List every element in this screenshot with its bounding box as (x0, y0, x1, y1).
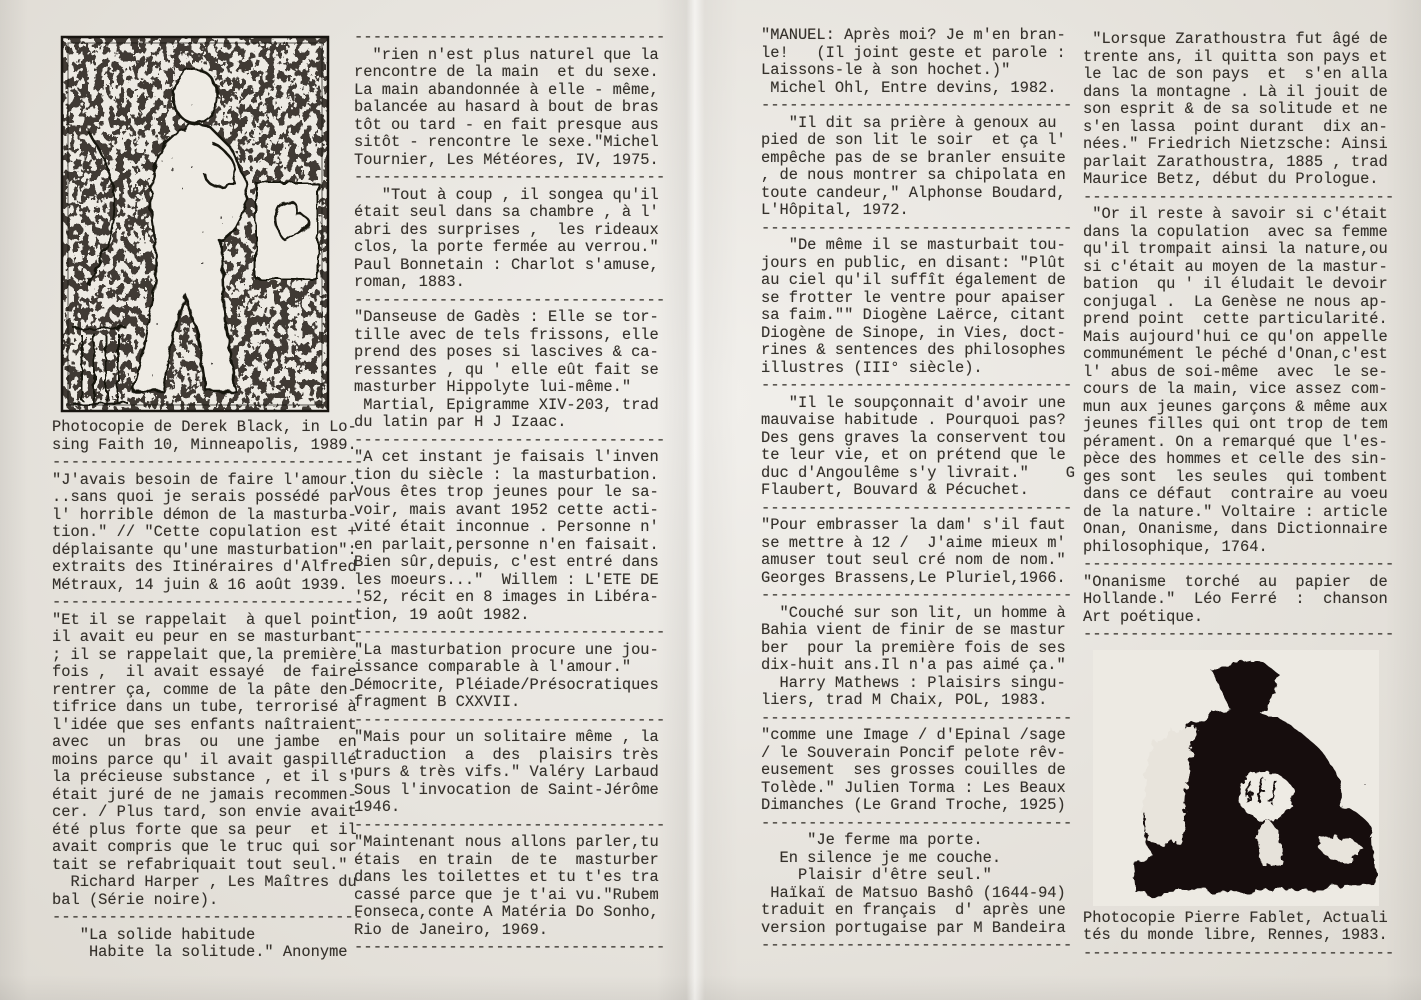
caption-line: sing Faith 10, Minneapolis, 1989. (52, 435, 357, 454)
quote-block (1083, 206, 1397, 556)
quote-block (52, 472, 356, 595)
quote-line: te leur vie, et on prétend que le (761, 446, 1066, 464)
quote-line: jours en public, en disant: "Plût (761, 253, 1066, 272)
quote-line: prend point cette particularité. (1083, 310, 1388, 328)
quote-line: ; il se rappelait que,la première (52, 645, 357, 664)
quote-line: Flaubert, Bouvard & Pécuchet. (761, 481, 1029, 499)
quote-line: le! (Il joint geste et parole : (761, 43, 1066, 62)
quote-line: "Il le soupçonnait d'avoir une (761, 393, 1066, 412)
quote-line: traduction a des plaisirs très (354, 745, 659, 764)
quote-line: pied de son lit le soir et ça l' (761, 131, 1066, 149)
quote-line: il avait eu peur en se masturbant (52, 628, 357, 646)
quote-line: clos, la porte fermée au verrou." (354, 238, 659, 256)
quote-line: "Et il se rappelait à quel point (52, 610, 357, 629)
quote-line: voir, mais avant 1952 cette acti- (354, 500, 659, 519)
quote-line: Habite la solitude." Anonyme (52, 943, 348, 961)
quote-line: conjugal . La Genèse ne nous ap- (1083, 292, 1388, 311)
quote-line: en parlait,personne n'en faisait. (354, 535, 659, 554)
separator: --------------------------------- (52, 908, 364, 926)
quote-line: jeunes filles qui ont trop de tem (1083, 415, 1388, 433)
quote-line: "J'avais besoin de faire l'amour. (52, 470, 357, 489)
photocopy-seated-figure-image (1093, 650, 1379, 906)
quote-line: Diogène de Sinope, in Vies, doct- (761, 323, 1066, 342)
quote-line: déplaisante qu'une masturbation": (52, 540, 357, 559)
separator: --------------------------------- (52, 453, 364, 471)
quote-line: ressantes , qu ' elle eût fait se (354, 360, 659, 379)
quote-line: Art poétique. (1083, 607, 1204, 626)
separator: --------------------------------- (1083, 943, 1395, 962)
quote-line: avait compris que le truc qui sor (52, 838, 357, 856)
quote-line: dans la montagne . Là il jouit de (1083, 82, 1388, 101)
quote-line: s'en lassa point durant dix an- (1083, 117, 1388, 136)
quote-line: "La solide habitude (52, 925, 256, 944)
quote-block (761, 517, 1075, 587)
quote-block (52, 612, 356, 910)
quote-line: liers, trad M Chaix, POL, 1983. (761, 691, 1048, 709)
separator: --------------------------------- (1083, 187, 1395, 206)
quote-line: Démocrite, Pléiade/Présocratiques (354, 675, 659, 694)
quote-line: ges sont les seules qui tombent (1083, 467, 1388, 486)
quote-line: rencontre de la main et du sexe. (354, 63, 659, 81)
quote-line: tifrice dans un tube, terrorisé à (52, 698, 357, 716)
quote-line: Richard Harper , Les Maîtres du (52, 873, 357, 891)
quote-line: Maurice Betz, début du Prologue. (1083, 170, 1379, 188)
separator: --------------------------------- (1083, 625, 1395, 643)
quote-line: "La masturbation procure une jou- (354, 640, 659, 659)
quote-line: tille avec de tels frissons, elle (354, 325, 659, 344)
quote-line: cassé parce que je t'ai vu."Rubem (354, 885, 659, 904)
separator: --------------------------------- (761, 376, 1073, 394)
quote-line: nées." Friedrich Nietzsche: Ainsi (1083, 135, 1388, 153)
quote-line: roman, 1883. (354, 273, 465, 291)
quote-line: "A cet instant je faisais l'inven (354, 448, 659, 466)
quote-line: son esprit & de sa solitude et ne (1083, 100, 1388, 118)
quote-line: bation qu ' il éludait le devoir (1083, 275, 1388, 293)
quote-line: tion." // "Cette copulation est + (52, 523, 357, 541)
quote-line: se frotter le ventre pour apaiser (761, 288, 1066, 307)
quote-line: "Pour embrasser la dam' s'il faut (761, 516, 1066, 534)
quote-line: tait se refabriquait tout seul." (52, 855, 348, 874)
quote-block (761, 832, 1075, 937)
separator: --------------------------------- (354, 938, 666, 956)
quote-line: Bahia vient de finir de se mastur (761, 621, 1066, 639)
quote-line: Rio de Janeiro, 1969. (354, 920, 548, 939)
quote-line: abri des surprises , les rideaux (354, 220, 659, 239)
quote-line: amuser tout seul cré nom de nom." (761, 551, 1066, 569)
separator: --------------------------------- (761, 586, 1073, 604)
quote-line: l' horrible démon de la masturba- (52, 505, 357, 524)
quote-line: Des gens graves la conservent tou (761, 428, 1066, 447)
quote-block (1083, 574, 1397, 627)
quote-line: la précieuse substance , et il s' (52, 768, 357, 786)
quote-line: toute candeur," Alphonse Boudard, (761, 183, 1066, 202)
quote-block (354, 187, 668, 292)
quote-line: mauvaise habitude . Pourquoi pas? (761, 411, 1066, 429)
quote-line: Paul Bonnetain : Charlot s'amuse, (354, 255, 659, 274)
quote-line: se mettre à 12 / J'aime mieux m' (761, 533, 1066, 552)
quote-line: eusement ses grosses couilles de (761, 761, 1066, 779)
quote-block (354, 449, 668, 624)
separator: --------------------------------- (354, 290, 666, 309)
quote-line: Haïkaï de Matsuo Bashô (1644-94) (761, 883, 1066, 902)
quote-line: purs & très vifs." Valéry Larbaud (354, 763, 659, 781)
quote-line: philosophique, 1764. (1083, 537, 1268, 556)
quote-line: rines & sentences des philosophes (761, 341, 1066, 359)
quote-line: sitôt - rencontre le sexe."Michel (354, 133, 659, 151)
quote-line: trente ans, il quitta son pays et (1083, 47, 1388, 66)
separator: --------------------------------- (761, 218, 1073, 237)
quote-line: "Tout à coup , il songea qu'il (354, 185, 659, 204)
quote-line: empêche pas de se branler ensuite (761, 148, 1066, 167)
quote-line: prend des poses si lascives & ca- (354, 343, 659, 361)
quote-line: masturber Hippolyte lui-même." (354, 378, 632, 396)
quote-line: été plus forte que sa peur et il (52, 820, 357, 839)
quote-line: Martial, Epigramme XIV-203, trad (354, 395, 659, 414)
quote-line: communément le péché d'Onan,c'est (1083, 345, 1388, 363)
quote-line: l' abus de soi-même avec le se- (1083, 362, 1388, 381)
quote-line: traduit en français d' après une (761, 901, 1066, 919)
quote-line: "De même il se masturbait tou- (761, 236, 1066, 254)
quote-line: Bien sûr,depuis, c'est entré dans (354, 553, 659, 571)
quote-block (354, 642, 668, 712)
separator: --------------------------------- (1083, 555, 1395, 573)
quote-line: tion, 19 août 1982. (354, 605, 530, 624)
quote-line: au ciel qu'il suffît également de (761, 271, 1066, 289)
separator: --------------------------------- (761, 813, 1073, 832)
quote-line: '52, récit en 8 images in Libéra- (354, 588, 659, 606)
image-caption (52, 419, 356, 454)
quote-line: Hollande." Léo Ferré : chanson (1083, 590, 1388, 608)
quote-block (761, 727, 1075, 815)
quote-line: / le Souverain Poncif pelote rêv- (761, 743, 1066, 762)
quote-line: moins parce qu' il avait gaspillé (52, 750, 357, 769)
quote-line: le lac de son pays et s'en alla (1083, 65, 1388, 83)
quote-line: fois , il avait essayé de faire (52, 663, 357, 681)
caption-line: Photocopie de Derek Black, in Lo- (52, 418, 357, 436)
quote-block (354, 729, 668, 817)
quote-block (354, 834, 668, 939)
quote-block (761, 605, 1075, 710)
quote-line: Laissons-le à son hochet.)" (761, 61, 1011, 79)
quote-line: du latin par H J Izaac. (354, 413, 567, 431)
separator: --------------------------------- (761, 498, 1073, 517)
quote-line: les moeurs..." Willem : L'ETE DE (354, 570, 659, 589)
quote-line: Dimanches (Le Grand Troche, 1925) (761, 796, 1066, 814)
quote-line: parlait Zarathoustra, 1885 , trad (1083, 152, 1388, 171)
separator: --------------------------------- (354, 710, 666, 729)
quote-line: Tournier, Les Météores, IV, 1975. (354, 150, 659, 169)
quote-line: cours de la main, vice assez com- (1083, 380, 1388, 398)
quote-line: dix-huit ans.Il n'a pas aimé ça." (761, 656, 1066, 674)
quote-line: Georges Brassens,Le Pluriel,1966. (761, 568, 1066, 587)
quote-line: Tolède." Julien Torma : Les Beaux (761, 778, 1066, 797)
quote-line: La main abandonnée à elle - même, (354, 80, 659, 99)
caption-line: Photocopie Pierre Fablet, Actuali (1083, 908, 1388, 927)
quote-line: mun aux jeunes garçons & même aux (1083, 397, 1388, 416)
image-caption (1083, 910, 1397, 945)
quote-line: Michel Ohl, Entre devins, 1982. (761, 78, 1057, 97)
separator: --------------------------------- (354, 168, 666, 186)
quote-line: "Danseuse de Gadès : Elle se tor- (354, 308, 659, 326)
separator: --------------------------------- (761, 708, 1073, 727)
quote-line: dans la copulation avec sa femme (1083, 222, 1388, 241)
separator: --------------------------------- (354, 623, 666, 641)
column-1 (52, 0, 364, 962)
caption-line: tés du monde libre, Rennes, 1983. (1083, 926, 1388, 944)
quote-line: "rien n'est plus naturel que la (354, 45, 659, 64)
quote-line: pérament. On a remarqué que l'es- (1083, 432, 1388, 451)
quote-line: "Lorsque Zarathoustra fut âgé de (1083, 30, 1388, 48)
separator: --------------------------------- (761, 936, 1073, 954)
quote-line: "Maintenant nous allons parler,tu (354, 833, 659, 851)
quote-line: "Il dit sa prière à genoux au (761, 113, 1057, 132)
quote-line: vité était inconnue . Personne n' (354, 518, 659, 536)
quote-line: sa faim."" Diogène Laërce, citant (761, 306, 1066, 324)
quote-line: de la nature." Voltaire : article (1083, 502, 1388, 521)
quote-block (761, 395, 1075, 500)
quote-line: "Onanisme torché au papier de (1083, 572, 1388, 591)
quote-line: étais en train de te masturber (354, 850, 659, 869)
separator: --------------------------------- (761, 96, 1073, 114)
separator: --------------------------------- (354, 815, 666, 834)
quote-line: Harry Mathews : Plaisirs singu- (761, 673, 1066, 692)
quote-line: "Or il reste à savoir si c'était (1083, 205, 1388, 223)
column-4 (1083, 0, 1397, 962)
quote-block (1083, 31, 1397, 189)
quote-line: En silence je me couche. (761, 848, 1002, 867)
quote-line: tion du siècle : la masturbation. (354, 465, 659, 484)
quote-line: cer. / Plus tard, son envie avait (52, 803, 357, 821)
quote-block (354, 309, 668, 432)
quote-line: Sous l'invocation de Saint-Jérôme (354, 780, 659, 799)
quote-line: "Je ferme ma porte. (761, 831, 983, 849)
quote-line: issance comparable à l'amour." (354, 658, 632, 676)
quote-line: bal (Série noire). (52, 890, 219, 909)
quote-line: Onan, Onanisme, dans Dictionnaire (1083, 520, 1388, 538)
quote-line: qu'il trompait ainsi la nature,ou (1083, 240, 1388, 258)
quote-line: version portugaise par M Bandeira (761, 918, 1066, 937)
separator: --------------------------------- (354, 28, 666, 46)
quote-line: extraits des Itinéraires d'Alfred (52, 558, 357, 576)
quote-line: Fonseca,conte A Matéria Do Sonho, (354, 903, 659, 921)
quote-line: ..sans quoi je serais possédé par (52, 488, 357, 506)
quote-block (52, 927, 356, 962)
quote-block (354, 47, 668, 170)
quote-line: dans ce défaut contraire au voeu (1083, 485, 1388, 503)
quote-line: était juré de ne jamais recommen- (52, 785, 357, 804)
quote-line: , de nous montrer sa chipolata en (761, 166, 1066, 184)
quote-line: "Mais pour un solitaire même , la (354, 728, 659, 746)
quote-line: "MANUEL: Après moi? Je m'en bran- (761, 26, 1066, 44)
quote-block (761, 27, 1075, 97)
photocopy-standing-figure-image (60, 35, 330, 413)
quote-line: Mais aujourd'hui ce qu'on appelle (1083, 327, 1388, 346)
separator: --------------------------------- (354, 430, 666, 449)
quote-line: Plaisir d'être seul." (761, 866, 992, 884)
quote-line: fragment B CXXVII. (354, 693, 521, 711)
quote-line: l'idée que ses enfants naîtraient (52, 715, 357, 734)
quote-line: 1946. (354, 798, 401, 816)
quote-line: était seul dans sa chambre , à l' (354, 203, 659, 221)
quote-line: avec un bras ou une jambe en (52, 733, 357, 751)
quote-block (761, 115, 1075, 220)
quote-line: tôt ou tard - en fait presque aus (354, 115, 659, 134)
quote-line: Vous êtes trop jeunes pour le sa- (354, 483, 659, 501)
quote-line: illustres (III° siècle). (761, 358, 983, 377)
separator: --------------------------------- (52, 593, 364, 611)
quote-line: "Couché sur son lit, un homme à (761, 603, 1066, 622)
quote-line: Métraux, 14 juin & 16 août 1939. (52, 575, 348, 594)
quote-line: ber pour la première fois de ses (761, 638, 1066, 657)
column-2 (354, 0, 668, 957)
quote-line: balancée au hasard à bout de bras (354, 98, 659, 116)
quote-block (761, 237, 1075, 377)
quote-line: duc d'Angoulême s'y livrait." G (761, 463, 1076, 482)
quote-line: L'Hôpital, 1972. (761, 201, 909, 219)
quote-line: si c'était au moyen de la mastur- (1083, 257, 1388, 276)
quote-line: pèce des hommes et celle des sin- (1083, 450, 1388, 468)
quote-line: rentrer ça, comme de la pâte den- (52, 680, 357, 699)
quote-line: dans les toilettes et tu t'es tra (354, 868, 659, 886)
column-3 (761, 0, 1075, 955)
quote-line: "comme une Image / d'Epinal /sage (761, 726, 1066, 744)
